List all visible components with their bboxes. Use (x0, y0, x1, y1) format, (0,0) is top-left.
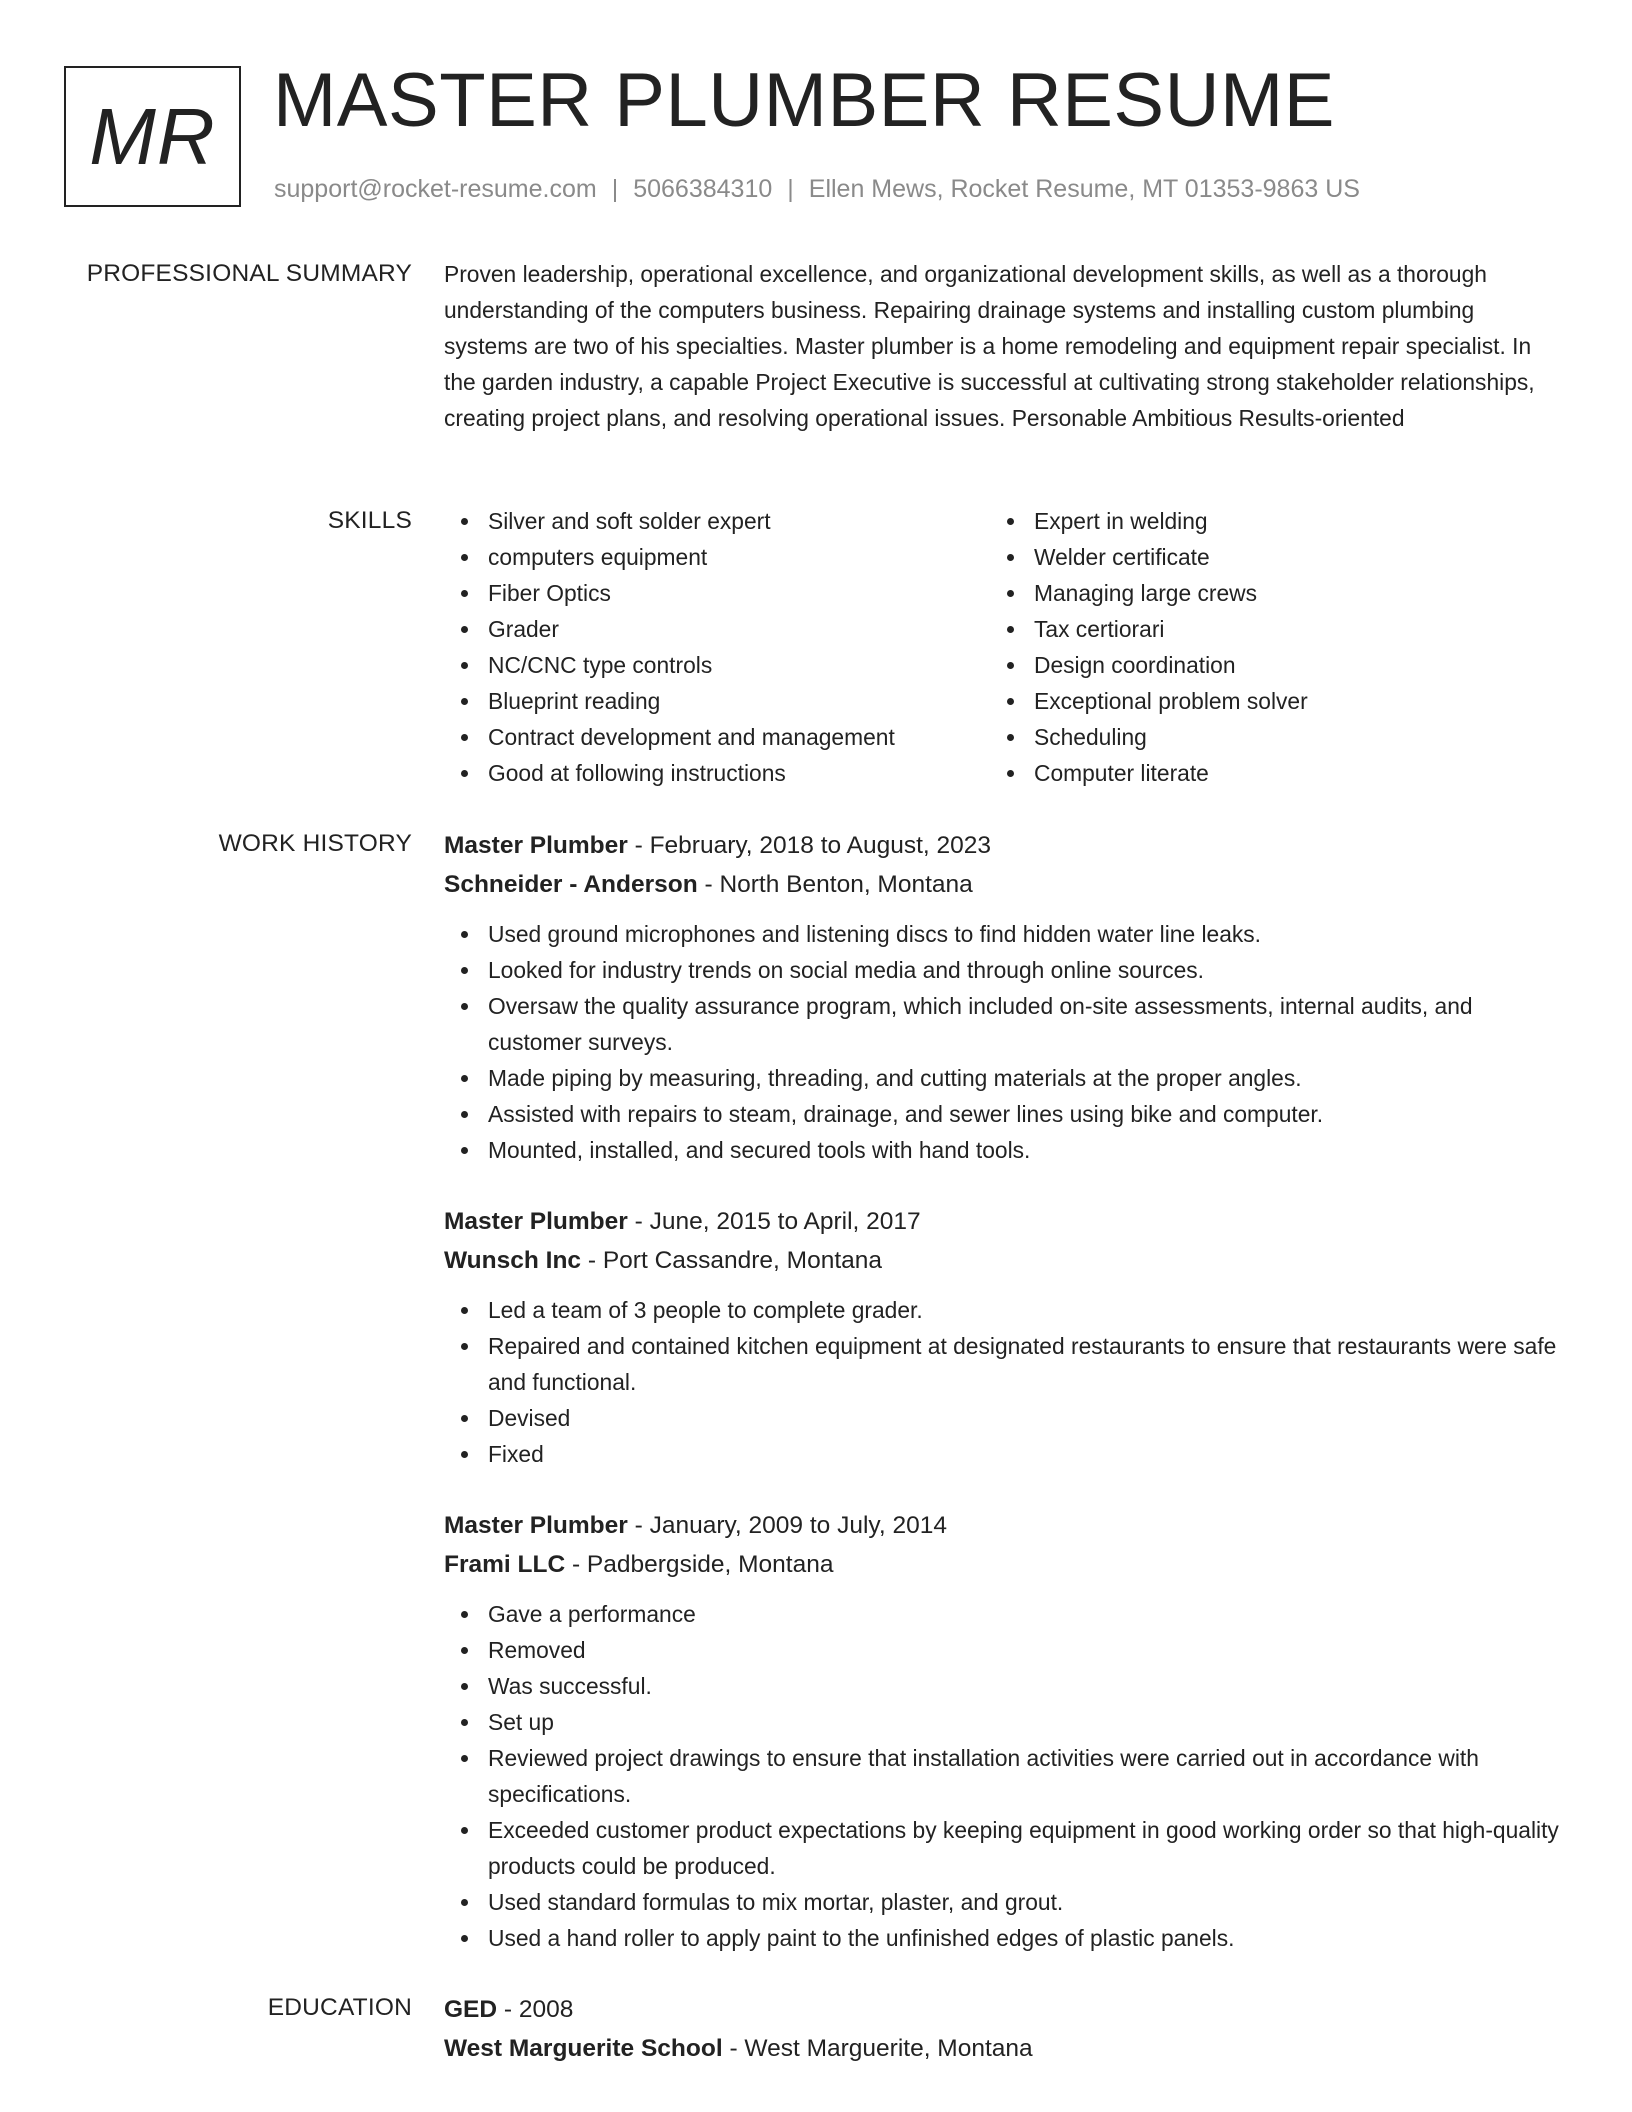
job-title: Master Plumber (444, 832, 628, 859)
skill-item: Fiber Optics (444, 575, 990, 611)
job-bullet: Oversaw the quality assurance program, which included on-site assessments, internal audits, and customer surveys. (444, 988, 1564, 1060)
job-bullet: Made piping by measuring, threading, and cutting materials at the proper angles. (444, 1060, 1564, 1096)
summary-heading: PROFESSIONAL SUMMARY (86, 260, 412, 287)
skill-item: Contract development and management (444, 719, 990, 755)
job-title-line (444, 1506, 1564, 1545)
contact-phone[interactable]: 5066384310 (633, 175, 773, 203)
job-bullet: Devised (444, 1400, 1564, 1436)
job-location: - Port Cassandre, Montana (587, 1247, 883, 1274)
contact-separator: | (611, 175, 619, 203)
skill-item: Computer literate (990, 755, 1536, 791)
job-bullet: Exceeded customer product expectations by keeping equipment in good working order so that high-quality products could be produced. (444, 1812, 1564, 1884)
skill-item: Silver and soft solder expert (444, 503, 990, 539)
job-company-line (444, 1241, 1564, 1280)
job-bullet: Reviewed project drawings to ensure that installation activities were carried out in accordance with specifications. (444, 1740, 1564, 1812)
skill-item: Good at following instructions (444, 755, 990, 791)
job-bullet: Used ground microphones and listening discs to find hidden water line leaks. (444, 916, 1564, 952)
job-bullet: Was successful. (444, 1668, 1564, 1704)
job-dates: - February, 2018 to August, 2023 (634, 832, 992, 859)
education-degree-line (444, 1990, 1564, 2029)
work-heading: WORK HISTORY (218, 830, 412, 857)
skill-item: Welder certificate (990, 539, 1536, 575)
job-bullet: Gave a performance (444, 1596, 1564, 1632)
job-location: - North Benton, Montana (704, 871, 973, 898)
job-bullet: Led a team of 3 people to complete grader. (444, 1292, 1564, 1328)
job-dates: - June, 2015 to April, 2017 (634, 1208, 921, 1235)
job-bullet: Set up (444, 1704, 1564, 1740)
skills-grid (444, 503, 1564, 791)
job-company: Schneider - Anderson (444, 871, 698, 898)
job-bullet: Fixed (444, 1436, 1564, 1472)
education-entry (444, 1990, 1564, 2068)
contact-email[interactable]: support@rocket-resume.com (274, 175, 597, 203)
job-bullet: Removed (444, 1632, 1564, 1668)
skill-item: Exceptional problem solver (990, 683, 1536, 719)
contact-separator: | (787, 175, 794, 203)
job-title: Master Plumber (444, 1512, 628, 1539)
education-school-line (444, 2029, 1564, 2068)
contact-line (274, 174, 1360, 204)
skill-item: Grader (444, 611, 990, 647)
summary-text: Proven leadership, operational excellence, and organizational development skills, as well as a thorough understanding of the computers business. Repairing drainage systems and installing custom plumbing systems are two of his specialties. Master plumber is a home remodeling and equipment repair specialist. In the garden industry, a capable Project Executive is successful at cultivating strong stakeholder relationships, creating project plans, and resolving operational issues. Personable Ambitious Results-oriented (444, 261, 1535, 431)
job-bullet: Used a hand roller to apply paint to the unfinished edges of plastic panels. (444, 1920, 1564, 1956)
jobs-container (444, 826, 1564, 1990)
job-company-line (444, 865, 1564, 904)
job-bullet: Mounted, installed, and secured tools with hand tools. (444, 1132, 1564, 1168)
skill-item: Expert in welding (990, 503, 1536, 539)
job-entry (444, 1202, 1564, 1472)
monogram-box (64, 66, 241, 207)
job-bullet: Used standard formulas to mix mortar, plaster, and grout. (444, 1884, 1564, 1920)
skill-item: Managing large crews (990, 575, 1536, 611)
skills-list-right (990, 503, 1536, 791)
job-dates: - January, 2009 to July, 2014 (634, 1512, 947, 1539)
skill-item: Blueprint reading (444, 683, 990, 719)
job-title: Master Plumber (444, 1208, 628, 1235)
education-location: - West Marguerite, Montana (729, 2035, 1033, 2062)
skills-list-left (444, 503, 990, 791)
contact-address: Ellen Mews, Rocket Resume, MT 01353-9863 US (808, 175, 1360, 203)
job-entry (444, 826, 1564, 1168)
job-bullets (444, 1596, 1564, 1956)
skill-item: NC/CNC type controls (444, 647, 990, 683)
education-school: West Marguerite School (444, 2035, 723, 2062)
job-company: Wunsch Inc (444, 1247, 582, 1274)
skill-item: computers equipment (444, 539, 990, 575)
monogram-initials: MR (89, 91, 216, 181)
skills-heading: SKILLS (327, 507, 412, 534)
education-heading: EDUCATION (267, 1994, 412, 2021)
education-year: - 2008 (503, 1996, 574, 2023)
job-company: Frami LLC (444, 1551, 566, 1578)
skill-item: Design coordination (990, 647, 1536, 683)
job-bullet: Assisted with repairs to steam, drainage, and sewer lines using bike and computer. (444, 1096, 1564, 1132)
job-bullets (444, 1292, 1564, 1472)
job-title-line (444, 1202, 1564, 1241)
job-location: - Padbergside, Montana (571, 1551, 834, 1578)
job-company-line (444, 1545, 1564, 1584)
job-bullet: Looked for industry trends on social media and through online sources. (444, 952, 1564, 988)
skill-item: Scheduling (990, 719, 1536, 755)
skill-item: Tax certiorari (990, 611, 1536, 647)
job-entry (444, 1506, 1564, 1956)
job-title-line (444, 826, 1564, 865)
resume-title: MASTER PLUMBER RESUME (273, 58, 1335, 143)
job-bullet: Repaired and contained kitchen equipment at designated restaurants to ensure that restaurants were safe and functional. (444, 1328, 1564, 1400)
job-bullets (444, 916, 1564, 1168)
education-degree: GED (444, 1996, 498, 2023)
